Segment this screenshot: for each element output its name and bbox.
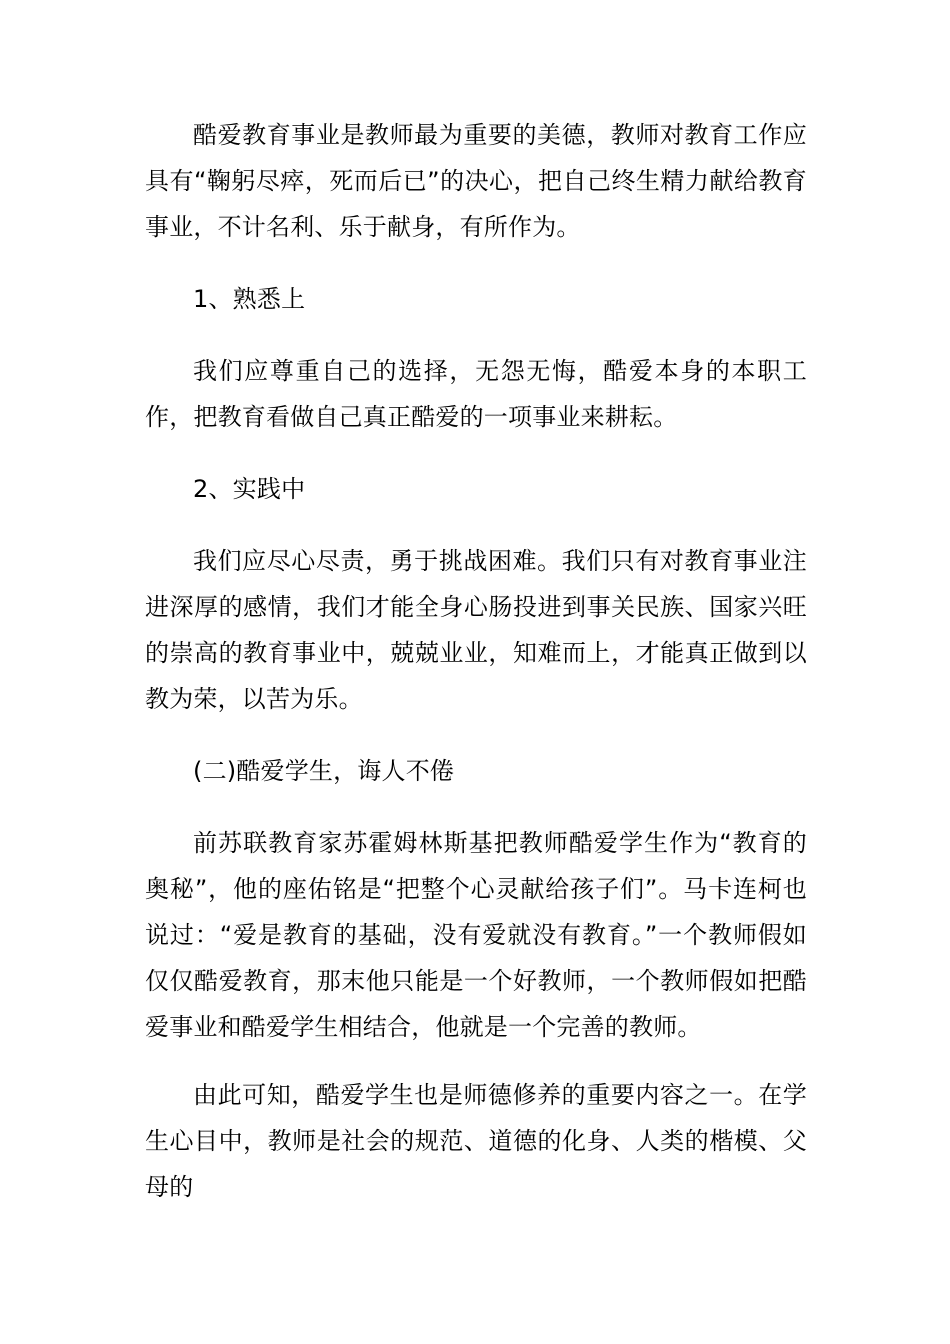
paragraph-respect-choice: 我们应尊重自己的选择，无怨无悔，酷爱本身的本职工作，把教育看做自己真正酷爱的一项事业来耕耘。 xyxy=(145,357,807,431)
section-heading-love-students: (二)酷爱学生，诲人不倦 xyxy=(193,757,455,785)
heading-practice: 2、实践中 xyxy=(193,475,306,503)
paragraph-sukhomlinsky: 前苏联教育家苏霍姆林斯基把教师酷爱学生作为“教育的奥秘”，他的座佑铭是“把整个心灵献给孩子们”。马卡连柯也说过：“爱是教育的基础，没有爱就没有教育。”一个教师假如仅仅酷爱教育，那末他只能是一个好教师，一个教师假如把酷爱事业和酷爱学生相结合，他就是一个完善的教师。 xyxy=(145,829,807,1041)
paragraph-dedication: 我们应尽心尽责，勇于挑战困难。我们只有对教育事业注进深厚的感情，我们才能全身心肠投进到事关民族、国家兴旺的崇高的教育事业中，兢兢业业，知难而上，才能真正做到以教为荣，以苦为乐。 xyxy=(145,547,807,713)
heading-understanding: 1、熟悉上 xyxy=(193,285,306,313)
document-body xyxy=(145,112,807,1210)
paragraph-love-of-education: 酷爱教育事业是教师最为重要的美德，教师对教育工作应具有“鞠躬尽瘁，死而后已”的决心，把自己终生精力献给教育事业，不计名利、乐于献身，有所作为。 xyxy=(145,121,807,241)
paragraph-conclusion: 由此可知，酷爱学生也是师德修养的重要内容之一。在学生心目中，教师是社会的规范、道德的化身、人类的楷模、父母的 xyxy=(145,1081,807,1201)
